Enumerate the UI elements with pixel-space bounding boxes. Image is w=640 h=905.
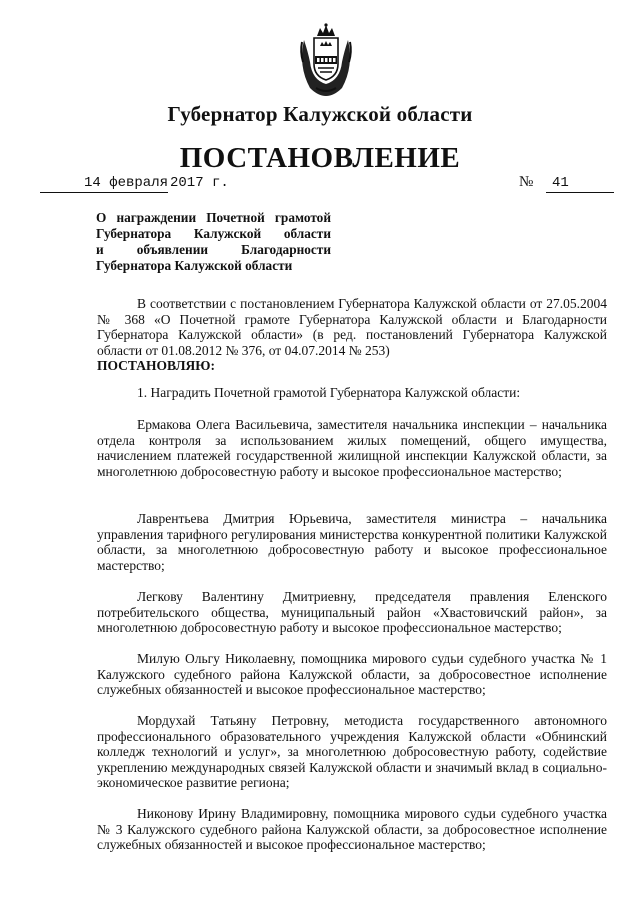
subject-line: Губернатора Калужской области	[96, 226, 331, 241]
awardee-paragraph: Лаврентьева Дмитрия Юрьевича, заместителя министра – начальника управления тарифного регулирования министерства конкурентной политики Калужской области, за многолетнюю добросовестную работу и высокое профессиональное мастерство;	[97, 511, 607, 573]
document-date: 14 февраля	[40, 175, 168, 193]
subject-line: Губернатора Калужской области	[96, 258, 293, 273]
awardee-block	[97, 651, 607, 698]
document-subject	[96, 210, 331, 274]
awardee-paragraph: Милую Ольгу Николаевну, помощника мирового судьи судебного участка № 1 Калужского судебного района Калужской области, за добросовестное исполнение служебных обязанностей и высокое профессиональное мастерство;	[97, 651, 607, 698]
item-1-text: 1. Наградить Почетной грамотой Губернатора Калужской области:	[137, 385, 521, 400]
awardee-block	[97, 511, 607, 573]
document-type: ПОСТАНОВЛЕНИЕ	[179, 142, 461, 174]
number-sign: №	[519, 174, 534, 190]
document-number: 41	[546, 175, 614, 193]
coat-of-arms-emblem	[296, 22, 356, 98]
awardee-paragraph: Легкову Валентину Дмитриевну, председателя правления Еленского потребительского общества, муниципальный район «Хвастовичский район», за многолетнюю добросовестную работу и высокое профессиональное мастерство;	[97, 589, 607, 636]
awardee-block	[97, 713, 607, 791]
subject-line: и объявлении Благодарности	[96, 242, 331, 257]
awardee-paragraph: Никонову Ирину Владимировну, помощника мирового судьи судебного участка № 3 Калужского судебного района Калужской области, за добросовестное исполнение служебных обязанностей и высокое профессиональное мастерство;	[97, 806, 607, 853]
issuing-authority: Губернатор Калужской области	[167, 102, 473, 126]
subject-line: О награждении Почетной грамотой	[96, 210, 331, 225]
awardee-block	[97, 417, 607, 479]
awardee-paragraph: Мордухай Татьяну Петровну, методиста государственного автономного профессионального образовательного учреждения Калужской области «Обнинский колледж технологий и услуг», за многолетнюю добросовестную работу, содействие укреплению международных связей Калужской области и значимый вклад в социально-экономическое развитие региона;	[97, 713, 607, 791]
preamble-paragraph: В соответствии с постановлением Губернатора Калужской области от 27.05.2004 № 368 «О Почетной грамоте Губернатора Калужской области и Благодарности Губернатора Калужской области» (в ред. постановлений Губернатора Калужской области от 01.08.2012 № 376, от 04.07.2014 № 253)	[97, 296, 607, 358]
decree-word: ПОСТАНОВЛЯЮ:	[97, 358, 215, 374]
preamble-block	[97, 296, 607, 374]
awardee-block	[97, 589, 607, 636]
item-1-heading	[97, 385, 607, 401]
document-year: 2017 г.	[170, 175, 229, 191]
awardee-block	[97, 806, 607, 853]
awardee-paragraph: Ермакова Олега Васильевича, заместителя начальника инспекции – начальника отдела контроля за использованием жилых помещений, общего имущества, начислением платежей государственной жилищной инспекции Калужской области, за многолетнюю добросовестную работу и высокое профессиональное мастерство;	[97, 417, 607, 479]
